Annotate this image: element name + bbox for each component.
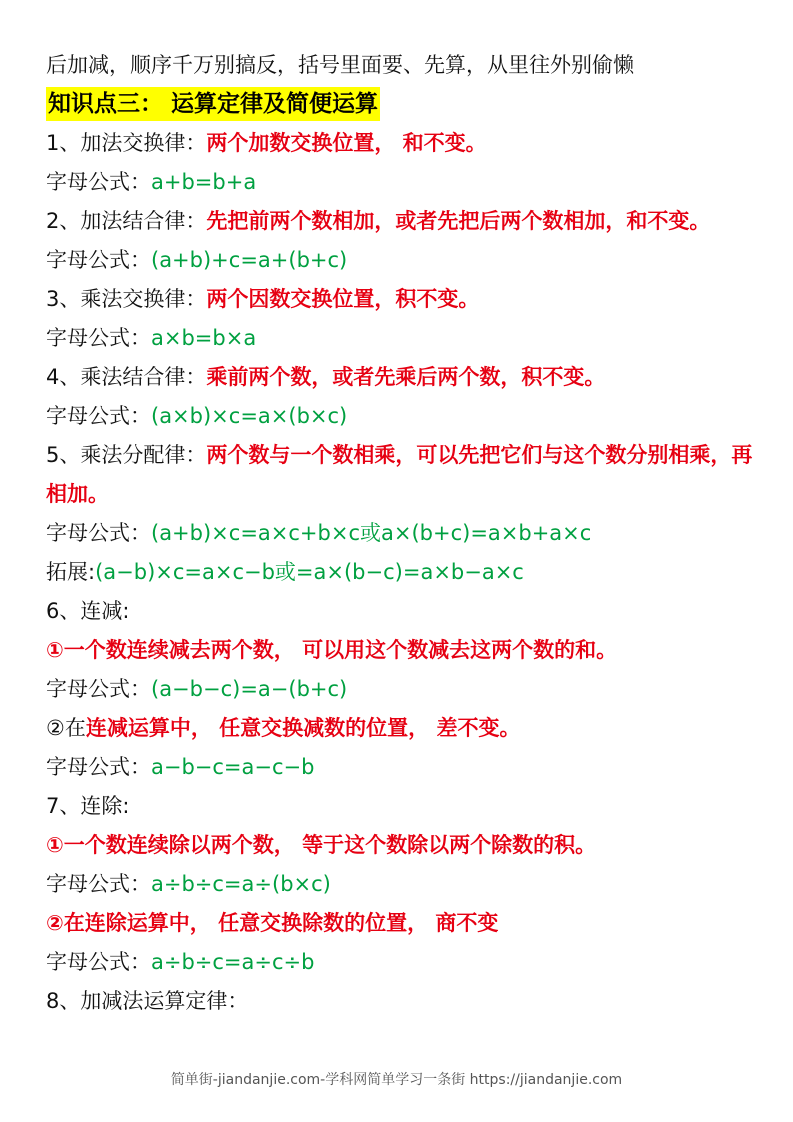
formula-label: 字母公式：: [46, 872, 151, 896]
formula-3-text: a×b=b×a: [151, 326, 257, 350]
formula-label: 字母公式：: [46, 521, 151, 545]
formula-3: [46, 319, 756, 358]
rule-6-point-2-prefix: ②在: [46, 716, 86, 740]
rule-4-text: 乘前两个数，或者先乘后两个数，积不变。: [206, 365, 606, 389]
formula-4: [46, 397, 756, 436]
formula-7-2: [46, 943, 756, 982]
rule-6-point-1: ①一个数连续减去两个数， 可以用这个数减去这两个数的和。: [46, 638, 618, 662]
formula-7-1-text: a÷b÷c=a÷(b×c): [151, 872, 331, 896]
page-footer: 简单街-jiandanjie.com-学科网简单学习一条街 https://jiandanjie.com: [170, 1072, 623, 1088]
rule-8-label: 8、加减法运算定律：: [46, 989, 249, 1013]
document-body: [46, 46, 756, 1021]
rule-7-label: 7、连除:: [46, 794, 130, 818]
rule-2: [46, 202, 756, 241]
formula-5: [46, 514, 756, 553]
rule-2-label: 2、加法结合律：: [46, 209, 207, 233]
rule-5-text: 两个数与一个数相乘，可以先把它们与这个数分别相乘，再相加。: [46, 443, 753, 506]
rule-3-label: 3、乘法交换律：: [46, 287, 207, 311]
formula-label: 字母公式：: [46, 170, 151, 194]
rule-3: [46, 280, 756, 319]
intro-text: 后加减，顺序千万别搞反，括号里面要、先算，从里往外别偷懒: [46, 53, 634, 77]
formula-6-2-text: a−b−c=a−c−b: [151, 755, 315, 779]
extension-label: 拓展:: [46, 560, 96, 584]
rule-1-label: 1、加法交换律：: [46, 131, 207, 155]
rule-4-label: 4、乘法结合律：: [46, 365, 207, 389]
formula-6-1: [46, 670, 756, 709]
formula-label: 字母公式：: [46, 677, 151, 701]
section-heading-wrap: [46, 85, 756, 124]
formula-1: [46, 163, 756, 202]
rule-6-label: 6、连减:: [46, 599, 130, 623]
rule-1: [46, 124, 756, 163]
rule-5-label: 5、乘法分配律：: [46, 443, 207, 467]
rule-7-point-2: ②在连除运算中， 任意交换除数的位置， 商不变: [46, 911, 499, 935]
formula-label: 字母公式：: [46, 248, 151, 272]
formula-7-2-text: a÷b÷c=a÷c÷b: [151, 950, 315, 974]
formula-label: 字母公式：: [46, 950, 151, 974]
rule-7-point-1: ①一个数连续除以两个数， 等于这个数除以两个除数的积。: [46, 833, 597, 857]
formula-6-1-text: (a−b−c)=a−(b+c): [151, 677, 348, 701]
formula-5-text: (a+b)×c=a×c+b×c或a×(b+c)=a×b+a×c: [151, 521, 592, 545]
formula-4-text: (a×b)×c=a×(b×c): [151, 404, 348, 428]
formula-2-text: (a+b)+c=a+(b+c): [151, 248, 348, 272]
rule-6-point-2-text: 连减运算中， 任意交换减数的位置， 差不变。: [85, 716, 521, 740]
formula-1-text: a+b=b+a: [151, 170, 257, 194]
formula-2: [46, 241, 756, 280]
rule-6-point-2: [46, 709, 756, 748]
extension-5: [46, 553, 756, 592]
rule-2-text: 先把前两个数相加，或者先把后两个数相加，和不变。: [206, 209, 711, 233]
rule-1-text: 两个加数交换位置， 和不变。: [206, 131, 487, 155]
rule-4: [46, 358, 756, 397]
formula-label: 字母公式：: [46, 755, 151, 779]
formula-7-1: [46, 865, 756, 904]
rule-3-text: 两个因数交换位置，积不变。: [206, 287, 480, 311]
formula-6-2: [46, 748, 756, 787]
formula-label: 字母公式：: [46, 404, 151, 428]
section-heading: 知识点三： 运算定律及简便运算: [46, 87, 380, 121]
formula-label: 字母公式：: [46, 326, 151, 350]
extension-formula: (a−b)×c=a×c−b或=a×(b−c)=a×b−a×c: [95, 560, 524, 584]
rule-5: [46, 436, 756, 514]
